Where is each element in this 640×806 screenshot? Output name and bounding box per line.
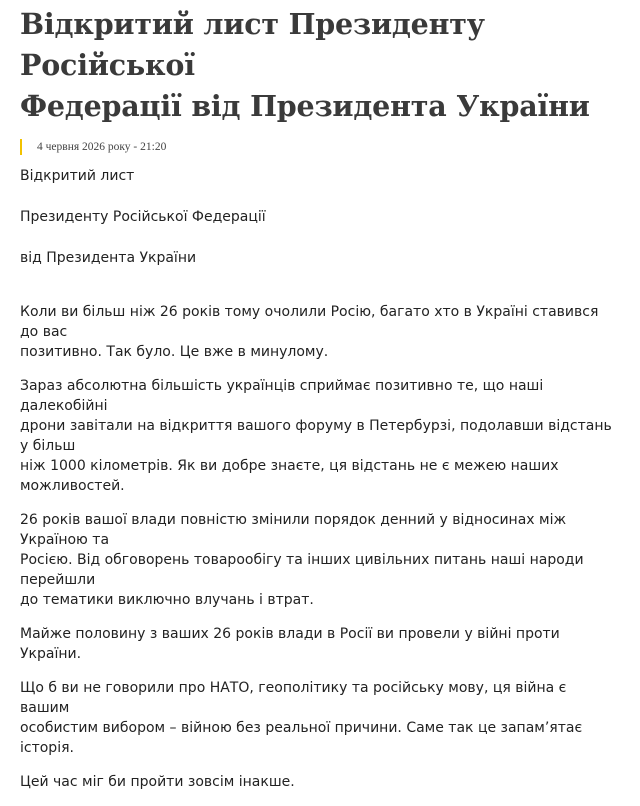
- letter-salutation: [20, 167, 620, 267]
- salutation-line: Відкритий лист: [20, 168, 135, 184]
- paragraph-line: ніж 1000 кілометрів. Як ви добре знаєте, ця відстань не є межею наших можливостей.: [20, 458, 559, 494]
- paragraph-line: Що б ви не говорили про НАТО, геополітику та російську мову, ця війна є вашим: [20, 680, 567, 716]
- article-title-line-1: Відкритий лист Президенту Російської: [20, 7, 485, 82]
- paragraph: [20, 624, 620, 664]
- salutation-line: від Президента України: [20, 250, 197, 266]
- paragraph: [20, 510, 620, 610]
- paragraph-line: Росією. Від обговорень товарообігу та інших цивільних питань наші народи перейшли: [20, 552, 584, 588]
- paragraph-line: Коли ви більш ніж 26 років тому очолили Росію, багато хто в Україні ставився до вас: [20, 304, 599, 340]
- paragraph-line: особистим вибором – війною без реальної причини. Саме так це запам’ятає історія.: [20, 720, 583, 756]
- paragraph-line: Цей час міг би пройти зовсім інакше.: [20, 774, 295, 790]
- date-accent-bar: [20, 139, 22, 155]
- paragraph-line: Майже половину з ваших 26 років влади в Росії ви провели у війні проти України.: [20, 626, 560, 662]
- paragraph: [20, 376, 620, 496]
- paragraph: [20, 678, 620, 758]
- article-title: [20, 4, 620, 127]
- article-meta: [20, 139, 620, 155]
- article: [20, 0, 620, 806]
- paragraph-line: позитивно. Так було. Це вже в минулому.: [20, 344, 329, 360]
- paragraph-line: Зараз абсолютна більшість українців сприймає позитивно те, що наші далекобійні: [20, 378, 544, 414]
- paragraph-line: 26 років вашої влади повністю змінили порядок денний у відносинах між Україною та: [20, 512, 567, 548]
- publish-date: 4 червня 2026 року - 21:20: [37, 141, 167, 153]
- paragraph: [20, 772, 620, 792]
- paragraph: [20, 302, 620, 362]
- paragraph-line: дрони завітали на відкриття вашого форуму в Петербурзі, подолавши відстань у більш: [20, 418, 612, 454]
- article-title-line-2: Федерації від Президента України: [20, 89, 590, 123]
- paragraph-line: до тематики виключно влучань і втрат.: [20, 592, 314, 608]
- letter-body: [20, 302, 620, 792]
- salutation-line: Президенту Російської Федерації: [20, 209, 266, 225]
